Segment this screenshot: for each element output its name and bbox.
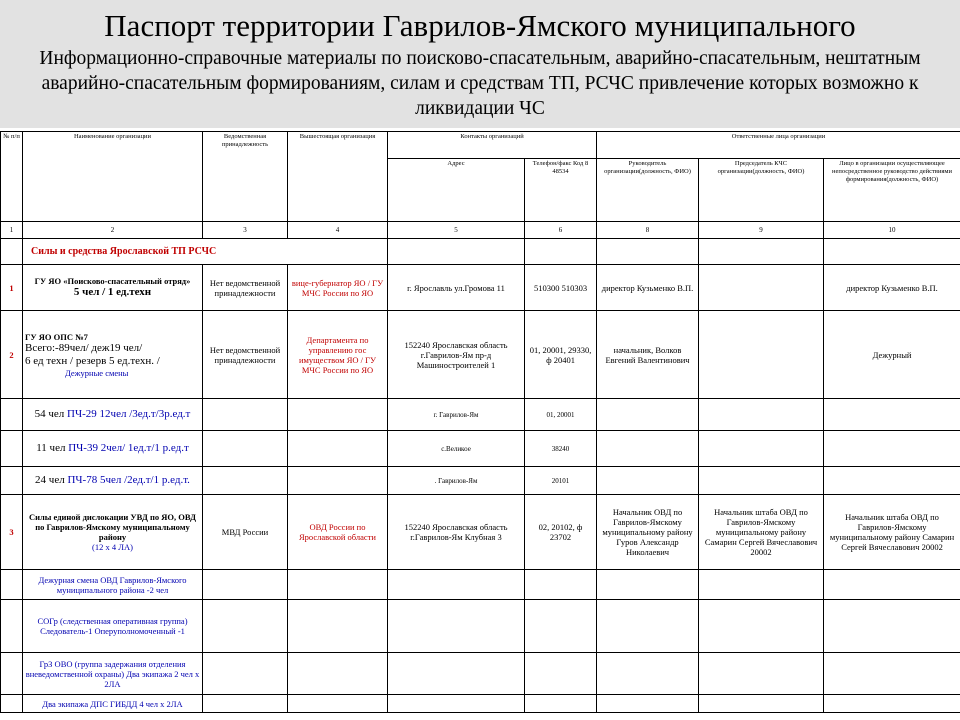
col-number: 10 <box>824 222 960 239</box>
duty-cell: Дежурный <box>824 311 960 399</box>
unit-name: ПЧ-78 5чел /2ед.т/1 р.ед.т. <box>67 474 190 486</box>
superior-cell: Департамента по управлению гос имуществом ЯО / ГУ МЧС России по ЯО <box>288 311 388 399</box>
subunit-cell: ГрЗ ОВО (группа задержания отделения вневедомственной охраны) Два экипажа 2 чел х 2ЛА <box>23 653 203 695</box>
unit-cell <box>23 467 203 495</box>
phone-cell: 20101 <box>525 467 597 495</box>
dept-cell: Нет ведомственной принадлежности <box>203 265 288 311</box>
col-number: 1 <box>1 222 23 239</box>
header-head: Руководитель организации(должность, ФИО) <box>597 159 699 222</box>
unit-total: 24 чел <box>35 474 68 486</box>
phone-cell: 38240 <box>525 431 597 467</box>
dept-cell: МВД России <box>203 495 288 570</box>
col-number: 8 <box>597 222 699 239</box>
col-number: 9 <box>699 222 824 239</box>
row-number: 2 <box>1 311 23 399</box>
org-name: ГУ ЯО «Поисково-спасательный отряд» <box>34 276 191 286</box>
table-row <box>1 600 960 653</box>
org-name-cell <box>23 265 203 311</box>
table-row <box>1 399 960 431</box>
header-row <box>1 132 960 159</box>
header-responsible: Ответственные лица организации <box>597 132 960 159</box>
head-cell: директор Кузьменко В.П. <box>597 265 699 311</box>
unit-cell <box>23 431 203 467</box>
col-number: 5 <box>388 222 525 239</box>
subunit-cell: СОГр (следственная оперативная группа) Следователь-1 Оперуполномоченный -1 <box>23 600 203 653</box>
page-subtitle: Информационно-справочные материалы по поисково-спасательным, аварийно-спасательным, нештатным аварийно-спасательным формированиям, силам и средствам ТП, РСЧС привлечение которых возможно к ликвидации ЧС <box>39 48 921 119</box>
org-strength: (12 х 4 ЛА) <box>92 542 133 552</box>
address-cell: 152240 Ярославская область г.Гаврилов-Ям пр-д Машиностроителей 1 <box>388 311 525 399</box>
section-row <box>1 239 960 265</box>
table-row <box>1 467 960 495</box>
header-duty: Лицо в организации осуществляющее непосредственное руководство действиями формирования(должность, ФИО) <box>824 159 960 222</box>
head-cell: начальник, Волков Евгений Валентинович <box>597 311 699 399</box>
header-org-name: Наименование организации <box>23 132 203 222</box>
table-row <box>1 653 960 695</box>
subunit-cell: Дежурная смена ОВД Гаврилов-Ямского муниципального района -2 чел <box>23 570 203 600</box>
col-number: 3 <box>203 222 288 239</box>
header-superior: Вышестоящая организация <box>288 132 388 222</box>
header-address: Адрес <box>388 159 525 222</box>
unit-name: ПЧ-29 12чел /3ед.т/3р.ед.т <box>67 408 191 420</box>
header-kchs: Председатель КЧС организации(должность, ФИО) <box>699 159 824 222</box>
phone-cell: 01, 20001, 29330, ф 20401 <box>525 311 597 399</box>
unit-total: 11 чел <box>36 442 69 454</box>
header-phone: Телефон/факс Код 8 48534 <box>525 159 597 222</box>
phone-cell: 01, 20001 <box>525 399 597 431</box>
org-name-cell <box>23 311 203 399</box>
col-number: 2 <box>23 222 203 239</box>
header-num: № п/п <box>1 132 23 222</box>
subunit-cell: Два экипажа ДПС ГИБДД 4 чел х 2ЛА <box>23 695 203 713</box>
superior-cell: вице-губернатор ЯО / ГУ МЧС России по ЯО <box>288 265 388 311</box>
address-cell: г. Гаврилов-Ям <box>388 399 525 431</box>
dept-cell: Нет ведомственной принадлежности <box>203 311 288 399</box>
org-name-cell <box>23 495 203 570</box>
table-row <box>1 570 960 600</box>
table-row <box>1 311 960 399</box>
address-cell: г. Ярославль ул.Громова 11 <box>388 265 525 311</box>
unit-total: 54 чел <box>34 408 68 420</box>
col-number: 6 <box>525 222 597 239</box>
phone-cell: 510300 510303 <box>525 265 597 311</box>
duty-shifts-label: Дежурные смены <box>65 367 129 378</box>
col-number: 4 <box>288 222 388 239</box>
org-name: Силы единой дислокации УВД по ЯО, ОВД по Гаврилов-Ямскому муниципальному району <box>28 512 197 542</box>
table-row <box>1 431 960 467</box>
org-equipment: 6 ед техн / резерв 5 ед.техн. / <box>25 354 160 367</box>
org-name: ГУ ЯО ОПС №7 <box>25 331 88 342</box>
address-cell: 152240 Ярославская область г.Гаврилов-Ям Клубная 3 <box>388 495 525 570</box>
unit-name: ПЧ-39 2чел/ 1ед.т/1 р.ед.т <box>68 442 189 454</box>
section-title: Силы и средства Ярославской ТП РСЧС <box>23 239 388 265</box>
org-total: Всего:-89чел/ деж19 чел/ <box>25 341 143 354</box>
phone-cell: 02, 20102, ф 23702 <box>525 495 597 570</box>
passport-table <box>0 131 960 713</box>
header-contacts: Контакты организаций <box>388 132 597 159</box>
kchs-cell <box>699 265 824 311</box>
kchs-cell <box>699 311 824 399</box>
unit-cell <box>23 399 203 431</box>
page-title: Паспорт территории Гаврилов-Ямского муниципального <box>104 8 856 43</box>
superior-cell: ОВД России по Ярославской области <box>288 495 388 570</box>
duty-cell: директор Кузьменко В.П. <box>824 265 960 311</box>
org-strength: 5 чел / 1 ед.техн <box>73 286 152 298</box>
column-number-row <box>1 222 960 239</box>
table-row <box>1 265 960 311</box>
table-row <box>1 495 960 570</box>
row-number: 1 <box>1 265 23 311</box>
row-number: 3 <box>1 495 23 570</box>
kchs-cell: Начальник штаба ОВД по Гаврилов-Ямскому муниципальному району Самарин Сергей Вячеславович 20002 <box>699 495 824 570</box>
address-cell: . Гаврилов-Ям <box>388 467 525 495</box>
head-cell: Начальник ОВД по Гаврилов-Ямскому муниципальному району Гуров Александр Николаевич <box>597 495 699 570</box>
title-banner <box>0 0 960 128</box>
table-row <box>1 695 960 713</box>
header-dept: Ведомственная принадлежность <box>203 132 288 222</box>
address-cell: с.Великое <box>388 431 525 467</box>
duty-cell: Начальник штаба ОВД по Гаврилов-Ямскому муниципальному району Самарин Сергей Вячеславович 20002 <box>824 495 960 570</box>
